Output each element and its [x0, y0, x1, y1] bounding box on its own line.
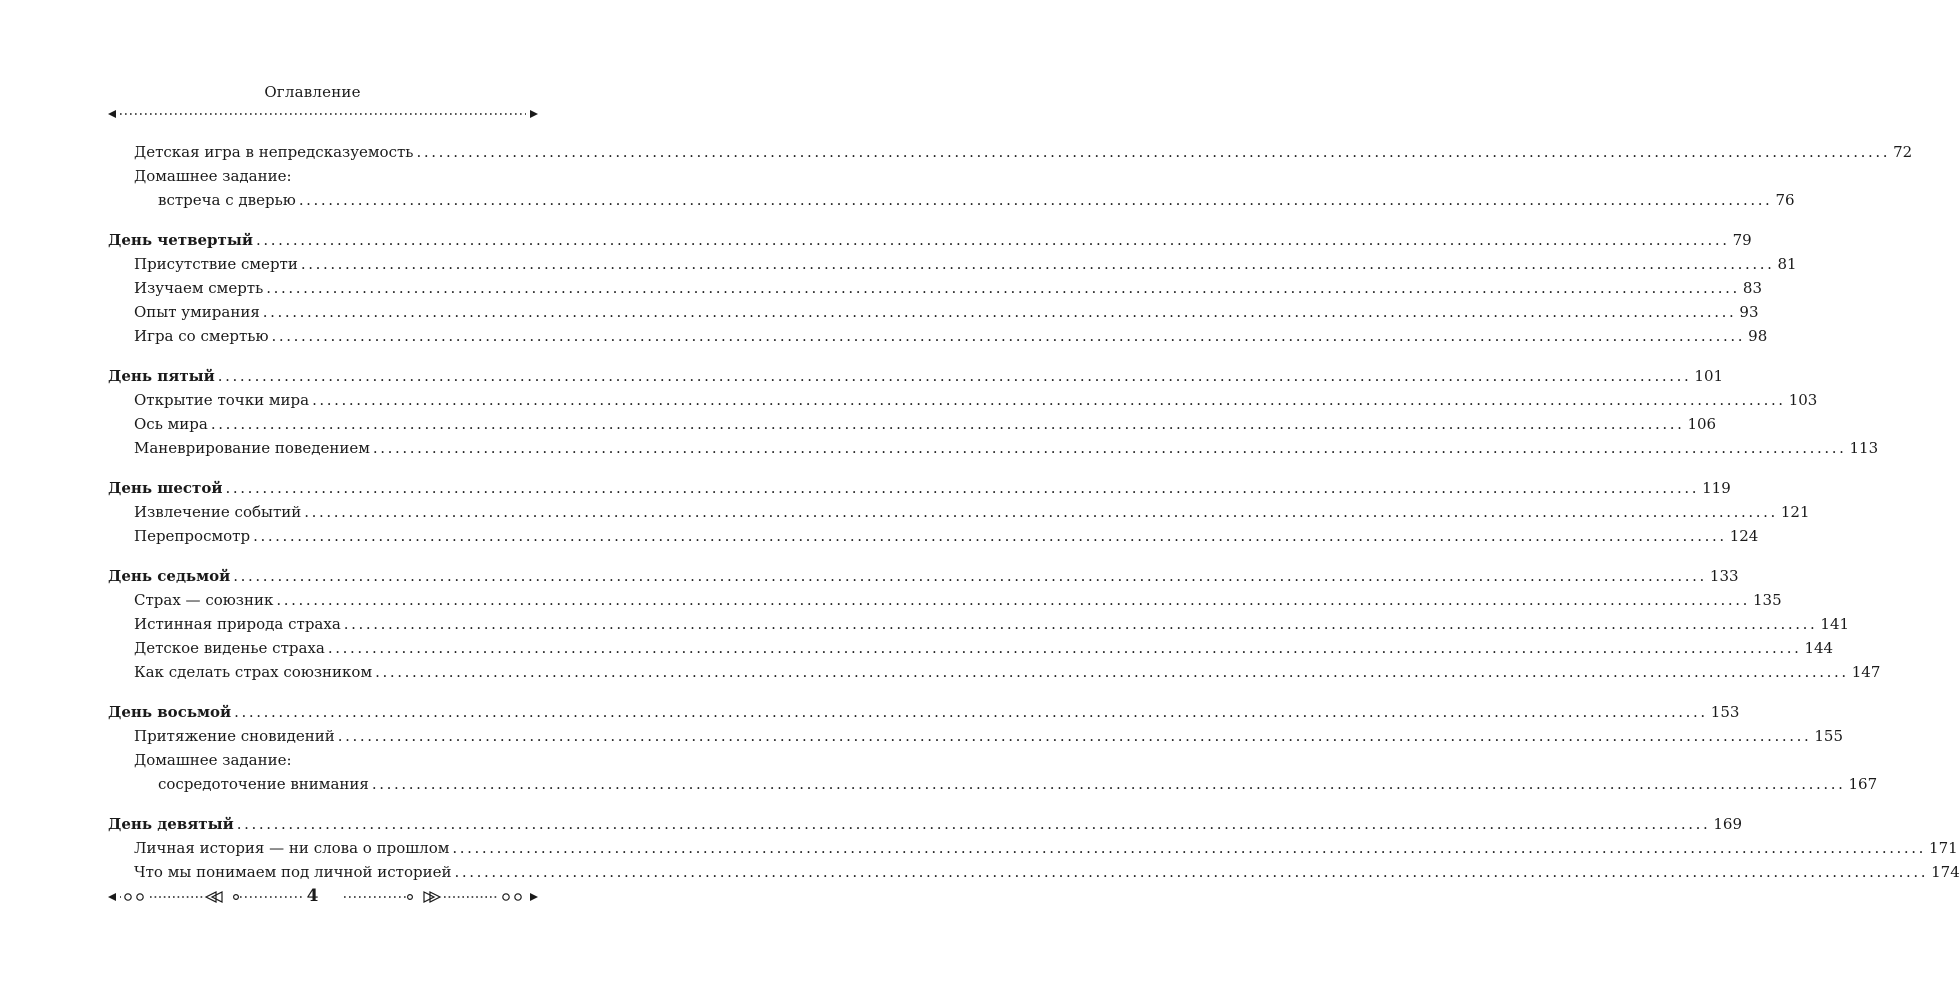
table-of-contents — [108, 140, 1960, 884]
section-gap — [108, 348, 538, 364]
dot-leader: ........................................................................................................................................................................................................ — [298, 191, 1773, 209]
toc-page-number: 76 — [1775, 191, 1795, 209]
toc-page-number: 144 — [1804, 639, 1834, 657]
toc-entry — [108, 412, 1717, 436]
toc-entry — [108, 436, 1879, 460]
toc-entry — [108, 324, 1768, 348]
toc-entry — [108, 612, 1850, 636]
toc-page-number: 83 — [1742, 279, 1762, 297]
toc-entry-title: Домашнее задание: — [134, 751, 292, 769]
dot-leader: ........................................................................................................................................................................................................ — [266, 279, 1740, 297]
toc-page-number: 167 — [1848, 775, 1878, 793]
toc-entry — [108, 588, 1782, 612]
toc-page-number: 169 — [1713, 815, 1743, 833]
toc-page-number: 155 — [1814, 727, 1844, 745]
dot-leader: ........................................................................................................................................................................................................ — [343, 615, 1818, 633]
toc-page-number: 171 — [1929, 839, 1958, 857]
toc-day-entry — [108, 364, 1724, 388]
toc-entry-title: Изучаем смерть — [134, 279, 264, 297]
toc-page-number: 121 — [1780, 503, 1810, 521]
toc-entry-title: Присутствие смерти — [134, 255, 298, 273]
toc-entry — [108, 636, 1834, 660]
toc-day-entry — [108, 812, 1743, 836]
dot-leader: ........................................................................................................................................................................................................ — [416, 143, 1891, 161]
toc-page-number: 153 — [1710, 703, 1740, 721]
dot-leader: ........................................................................................................................................................................................................ — [217, 367, 1692, 385]
toc-page-number: 79 — [1732, 231, 1752, 249]
toc-entry-title: Личная история — ни слова о прошлом — [134, 839, 450, 857]
toc-entry-title: Игра со смертью — [134, 327, 269, 345]
toc-page-number: 101 — [1694, 367, 1724, 385]
toc-entry-title: Детская игра в непредсказуемость — [134, 143, 414, 161]
toc-day-entry — [108, 476, 1731, 500]
toc-entry-title: День пятый — [108, 367, 215, 385]
toc-entry-title: встреча с дверью — [158, 191, 296, 209]
toc-entry-title: День девятый — [108, 815, 234, 833]
toc-entry-title: Извлечение событий — [134, 503, 302, 521]
toc-page-number: 81 — [1777, 255, 1797, 273]
dot-leader: ........................................................................................................................................................................................................ — [304, 503, 1778, 521]
toc-entry — [108, 836, 1958, 860]
toc-entry-title: Страх — союзник — [134, 591, 274, 609]
toc-page-number: 98 — [1748, 327, 1768, 345]
toc-entry — [108, 860, 1960, 884]
section-gap — [108, 684, 538, 700]
toc-day-entry — [108, 228, 1752, 252]
dot-leader: ........................................................................................................................................................................................................ — [452, 839, 1927, 857]
section-gap — [108, 212, 538, 228]
toc-entry-title: День седьмой — [108, 567, 231, 585]
toc-entry — [108, 660, 1881, 684]
dot-leader: ........................................................................................................................................................................................................ — [234, 703, 1708, 721]
dot-leader: ........................................................................................................................................................................................................ — [454, 863, 1929, 881]
toc-entry-title: Перепросмотр — [134, 527, 251, 545]
section-gap — [108, 548, 538, 564]
dot-leader: ........................................................................................................................................................................................................ — [372, 439, 1847, 457]
toc-entry-title: День шестой — [108, 479, 223, 497]
dot-leader: ........................................................................................................................................................................................................ — [233, 567, 1707, 585]
toc-entry-title: Ось мира — [134, 415, 208, 433]
toc-entry — [108, 724, 1844, 748]
dot-leader: ........................................................................................................................................................................................................ — [276, 591, 1750, 609]
toc-entry — [108, 276, 1762, 300]
dot-leader: ........................................................................................................................................................................................................ — [337, 727, 1812, 745]
toc-entry — [108, 140, 1913, 164]
dot-leader: ........................................................................................................................................................................................................ — [253, 527, 1727, 545]
page-number: 4 — [306, 886, 319, 906]
dot-leader: ........................................................................................................................................................................................................ — [312, 391, 1786, 409]
toc-entry — [108, 524, 1759, 548]
toc-page-number: 72 — [1893, 143, 1913, 161]
toc-day-entry — [108, 564, 1739, 588]
toc-entry-title: Притяжение сновидений — [134, 727, 335, 745]
toc-entry — [108, 500, 1810, 524]
toc-entry — [108, 772, 1878, 796]
toc-entry-title: Открытие точки мира — [134, 391, 310, 409]
toc-page-number: 93 — [1739, 303, 1759, 321]
toc-entry — [108, 164, 538, 188]
dot-leader: ........................................................................................................................................................................................................ — [375, 663, 1849, 681]
running-header-title: Оглавление — [264, 83, 361, 101]
toc-entry-title: День четвертый — [108, 231, 253, 249]
dot-leader: ........................................................................................................................................................................................................ — [327, 639, 1802, 657]
dot-leader: ........................................................................................................................................................................................................ — [236, 815, 1711, 833]
toc-page-number: 124 — [1729, 527, 1759, 545]
toc-page-number: 174 — [1931, 863, 1960, 881]
dot-leader: ........................................................................................................................................................................................................ — [271, 327, 1746, 345]
toc-page-number: 103 — [1788, 391, 1818, 409]
dot-leader: ........................................................................................................................................................................................................ — [210, 415, 1685, 433]
toc-entry-title: Что мы понимаем под личной историей — [134, 863, 452, 881]
toc-page-number: 119 — [1702, 479, 1731, 497]
toc-entry-title: Как сделать страх союзником — [134, 663, 373, 681]
dot-leader: ........................................................................................................................................................................................................ — [256, 231, 1730, 249]
toc-entry — [108, 388, 1818, 412]
toc-entry — [108, 300, 1759, 324]
toc-entry-title: День восьмой — [108, 703, 232, 721]
toc-entry-title: Домашнее задание: — [134, 167, 292, 185]
header-ornament-rule — [108, 108, 538, 120]
toc-entry-title: Детское виденье страха — [134, 639, 325, 657]
toc-entry — [108, 252, 1797, 276]
toc-entry-title: сосредоточение внимания — [158, 775, 369, 793]
section-gap — [108, 796, 538, 812]
toc-page-number: 147 — [1851, 663, 1881, 681]
toc-page-number: 106 — [1687, 415, 1717, 433]
dot-leader: ........................................................................................................................................................................................................ — [300, 255, 1775, 273]
toc-entry — [108, 188, 1795, 212]
dot-leader: ........................................................................................................................................................................................................ — [371, 775, 1846, 793]
dot-leader: ........................................................................................................................................................................................................ — [262, 303, 1737, 321]
toc-entry-title: Опыт умирания — [134, 303, 260, 321]
dot-leader: ........................................................................................................................................................................................................ — [225, 479, 1700, 497]
toc-entry-title: Маневрирование поведением — [134, 439, 370, 457]
toc-page-number: 141 — [1820, 615, 1850, 633]
section-gap — [108, 460, 538, 476]
toc-entry — [108, 748, 538, 772]
toc-entry-title: Истинная природа страха — [134, 615, 341, 633]
toc-page-number: 113 — [1849, 439, 1879, 457]
toc-page-number: 133 — [1709, 567, 1739, 585]
toc-page-number: 135 — [1752, 591, 1782, 609]
toc-day-entry — [108, 700, 1740, 724]
